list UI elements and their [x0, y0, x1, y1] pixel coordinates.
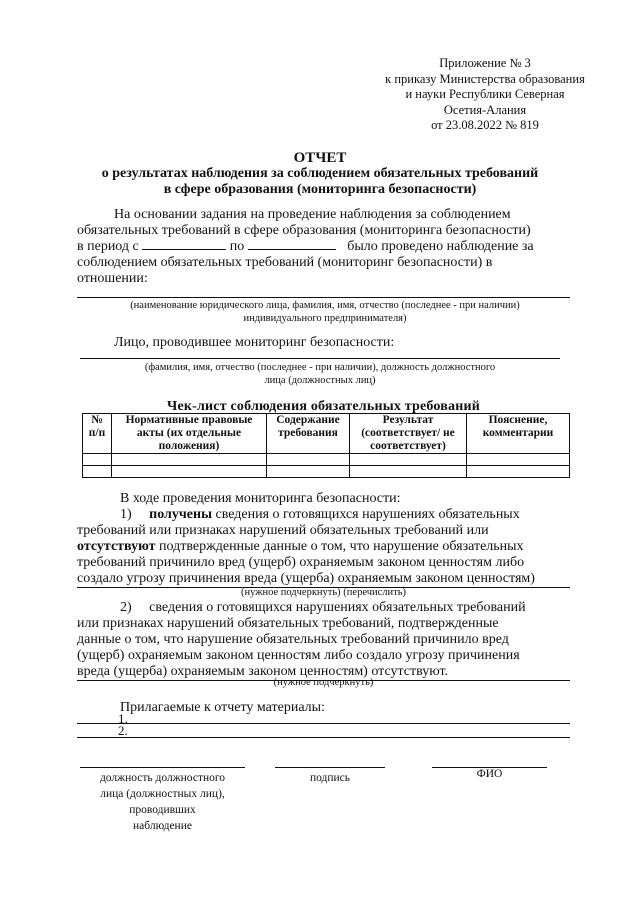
position-label-line: проводивших — [129, 804, 196, 816]
period-to: по — [229, 239, 245, 254]
table-cell[interactable] — [267, 466, 350, 478]
table-row — [83, 466, 570, 478]
header-notes: Пояснение, комментарии — [467, 414, 570, 454]
finding-number: 2) — [120, 600, 132, 615]
finding-text: сведения о готовящихся нарушениях обязательных — [212, 507, 520, 522]
finding-2 — [77, 600, 570, 681]
checklist-table — [82, 413, 570, 478]
table-row — [83, 454, 570, 466]
header-num: № п/п — [83, 414, 112, 454]
appendix-number: Приложение № 3 — [439, 56, 531, 70]
caption-line: (наименование юридического лица, фамилия, имя, отчество (последнее - при наличии) — [130, 300, 520, 311]
position-label-line: наблюдение — [133, 820, 192, 832]
position-label-line: должность должностного — [99, 772, 226, 784]
finding-2-line: данные о том, что нарушение обязательных требований причинило вред — [77, 632, 509, 647]
position-label-line: лица (должностных лиц), — [100, 788, 225, 800]
intro-line: обязательных требований в сфере образования (мониторинга безопасности) — [77, 223, 531, 238]
intro-paragraph — [77, 207, 570, 287]
document-subtitle — [60, 166, 580, 198]
subtitle-line: в сфере образования (мониторинга безопасности) — [163, 182, 477, 197]
findings-intro: В ходе проведения мониторинга безопасности: — [120, 491, 401, 506]
entity-caption — [80, 299, 570, 325]
finding-1-caption: (нужное подчеркнуть) (перечислить) — [240, 587, 407, 598]
finding-1-line — [77, 539, 570, 555]
subtitle-line: о результатах наблюдения за соблюдением обязательных требований — [101, 166, 539, 181]
period-end-field[interactable] — [248, 249, 336, 250]
intro-line: соблюдением обязательных требований (мониторинг безопасности) в — [77, 255, 493, 270]
finding-2-line — [77, 600, 570, 616]
intro-line: отношении: — [77, 271, 148, 286]
header-content: Содержание требования — [267, 414, 350, 454]
header-result: Результат (соответствует/ не соответствует) — [350, 414, 467, 454]
caption-line: лица (должностных лиц) — [264, 375, 376, 386]
table-cell[interactable] — [467, 454, 570, 466]
table-cell[interactable] — [350, 466, 467, 478]
finding-text: сведения о готовящихся нарушениях обязательных требований — [149, 600, 526, 615]
attachments-list — [118, 713, 128, 737]
position-field[interactable] — [80, 767, 245, 768]
entity-name-field[interactable] — [77, 297, 570, 298]
finding-2-line: вреда (ущерба) охраняемым законом ценностям) отсутствуют. — [77, 664, 570, 681]
caption-line: (фамилия, имя, отчество (последнее - при наличии), должность должностного — [144, 362, 496, 373]
finding-2-line: (ущерб) охраняемым законом ценностям либо создало угрозу причинения — [77, 648, 520, 663]
document-title: ОТЧЕТ — [293, 150, 347, 166]
finding-2-caption: (нужное подчеркнуть) — [273, 677, 374, 688]
table-cell[interactable] — [83, 466, 112, 478]
fio-label: ФИО — [476, 768, 503, 780]
finding-1-line: требований или признаках нарушений обязательных требований или — [77, 523, 489, 538]
finding-number: 1) — [120, 507, 132, 522]
inspector-name-field[interactable] — [80, 358, 560, 359]
finding-emphasis: получены — [149, 507, 213, 522]
attachment-line[interactable] — [77, 723, 570, 724]
table-cell[interactable] — [83, 454, 112, 466]
appendix-date: от 23.08.2022 № 819 — [431, 118, 539, 132]
attachments-label: Прилагаемые к отчету материалы: — [120, 700, 325, 715]
table-cell[interactable] — [112, 454, 267, 466]
table-cell[interactable] — [112, 466, 267, 478]
intro-period-line — [77, 239, 570, 255]
table-cell[interactable] — [467, 466, 570, 478]
period-suffix: было проведено наблюдение за — [347, 239, 534, 254]
finding-1-line: требований причинило вред (ущерб) охраняемым законом ценностям либо — [77, 555, 525, 570]
appendix-order-line: к приказу Министерства образования — [385, 71, 585, 86]
table-cell[interactable] — [267, 454, 350, 466]
appendix-order-line: и науки Республики Северная — [405, 87, 565, 101]
appendix-reference — [380, 56, 590, 134]
attachment-item: 1. — [118, 711, 128, 726]
attachment-line[interactable] — [77, 737, 570, 738]
table-header-row — [83, 414, 570, 454]
findings-section — [77, 491, 570, 588]
finding-1-line — [77, 507, 570, 523]
signature-label: подпись — [309, 772, 351, 784]
position-label — [80, 770, 245, 834]
appendix-order-line: Осетия-Алания — [443, 102, 527, 117]
intro-line: На основании задания на проведение наблюдения за соблюдением — [114, 207, 511, 222]
finding-emphasis: отсутствуют — [77, 539, 156, 554]
attachment-item: 2. — [118, 723, 128, 738]
caption-line: индивидуального предпринимателя) — [243, 313, 407, 324]
period-prefix: в период с — [77, 239, 139, 254]
finding-1-line: создало угрозу причинения вреда (ущерба) охраняемым законом ценностям) — [77, 571, 570, 588]
finding-2-line: или признаках нарушений обязательных требований, подтвержденные — [77, 616, 499, 631]
table-cell[interactable] — [350, 454, 467, 466]
finding-text: подтвержденные данные о том, что нарушение обязательных — [155, 539, 524, 554]
signature-field[interactable] — [275, 767, 385, 768]
period-start-field[interactable] — [142, 249, 226, 250]
header-acts: Нормативные правовые акты (их отдельные положения) — [112, 414, 267, 454]
inspector-caption — [100, 361, 540, 387]
inspector-label: Лицо, проводившее мониторинг безопасности: — [114, 335, 395, 350]
checklist-title: Чек-лист соблюдения обязательных требований — [166, 399, 481, 414]
